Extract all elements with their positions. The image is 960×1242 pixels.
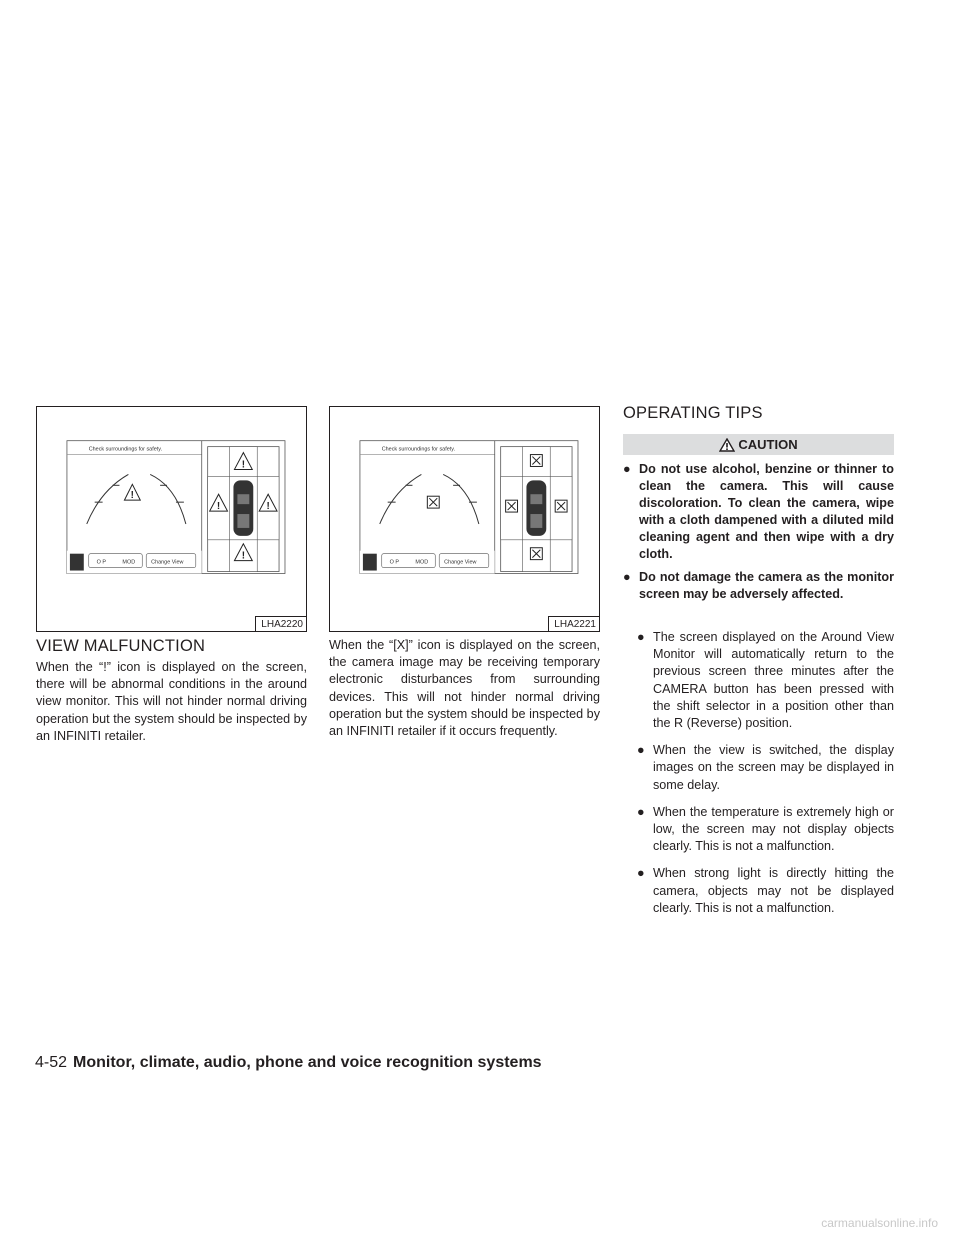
x-box-icon xyxy=(530,548,542,560)
svg-text:!: ! xyxy=(241,459,246,471)
section-title: Monitor, climate, audio, phone and voice recognition systems xyxy=(73,1054,542,1071)
bullet: ● xyxy=(637,866,645,881)
around-view-monitor-illustration xyxy=(330,407,599,631)
mod-button-label: MOD xyxy=(122,559,136,566)
change-view-button-label: Change View xyxy=(151,559,184,566)
around-view-monitor-illustration xyxy=(37,407,306,631)
figure-lha2221 xyxy=(329,406,600,632)
section-heading-view-malfunction: VIEW MALFUNCTION xyxy=(36,637,206,655)
bullet: ● xyxy=(637,743,645,758)
x-box-icon xyxy=(427,496,439,508)
tip-item: ● When the view is switched, the display images on the screen may be displayed in some delay. xyxy=(637,743,894,792)
caution-item: ● Do not use alcohol, benzine or thinner to clean the camera. This will cause discoloration. To clean the camera, wipe with a cloth dampened with a diluted mild cleaning agent and then wipe with a dry cloth. xyxy=(623,462,894,561)
caution-banner xyxy=(623,434,894,455)
change-view-button-label: Change View xyxy=(444,559,477,566)
svg-text:!: ! xyxy=(130,490,135,502)
svg-text:!: ! xyxy=(241,550,246,562)
x-box-icon xyxy=(506,500,518,512)
svg-text:!: ! xyxy=(266,501,270,513)
caution-item: ● Do not damage the camera as the monitor screen may be adversely affected. xyxy=(623,570,894,601)
svg-text:!: ! xyxy=(216,501,221,513)
bullet: ● xyxy=(637,630,645,644)
tip-item: ● When strong light is directly hitting the camera, objects may not be displayed clearly. This is not a malfunction. xyxy=(637,866,894,915)
paragraph-exclamation-icon: When the “!” icon is displayed on the screen, there will be abnormal conditions in the around view monitor. This will not hinder normal driving operation but the system should be inspected by an INFINITI retailer. xyxy=(36,660,307,743)
x-box-icon xyxy=(530,455,542,467)
paragraph-x-icon: When the “[X]” icon is displayed on the screen, the camera image may be receiving temporary electronic disturbances from surrounding devices. This will not hinder normal driving operation but the system should be inspected by an INFINITI retailer if it occurs frequently. xyxy=(329,638,600,739)
screen-message: Check surroundings for safety. xyxy=(88,446,163,453)
figure-code: LHA2221 xyxy=(548,616,599,631)
caution-list xyxy=(623,461,894,609)
bullet: ● xyxy=(623,462,631,476)
svg-text:O P: O P xyxy=(389,559,400,566)
figure-lha2220 xyxy=(36,406,307,632)
page-number: 4-52 xyxy=(35,1054,68,1071)
svg-text:O P: O P xyxy=(96,559,107,566)
bullet: ● xyxy=(623,570,631,584)
figure-code: LHA2220 xyxy=(255,616,306,631)
x-box-icon xyxy=(555,500,567,512)
watermark: carmanualsonline.info xyxy=(821,1216,938,1230)
page-footer xyxy=(35,1054,542,1072)
bullet: ● xyxy=(637,804,645,819)
section-heading-operating-tips: OPERATING TIPS xyxy=(623,404,763,422)
caution-label: CAUTION xyxy=(738,437,798,452)
operating-tips-list xyxy=(637,629,894,927)
tip-item: ● When the temperature is extremely high or low, the screen may not display objects clearly. This is not a malfunction. xyxy=(637,804,894,854)
screen-message: Check surroundings for safety. xyxy=(381,446,456,453)
caution-warning-icon xyxy=(719,438,735,452)
mod-button-label: MOD xyxy=(415,559,429,566)
tip-item: ● The screen displayed on the Around View Monitor will automatically return to the previous screen three minutes after the CAMERA button has been pressed with the shift selector in a position other than the R (Reverse) position. xyxy=(637,630,894,731)
